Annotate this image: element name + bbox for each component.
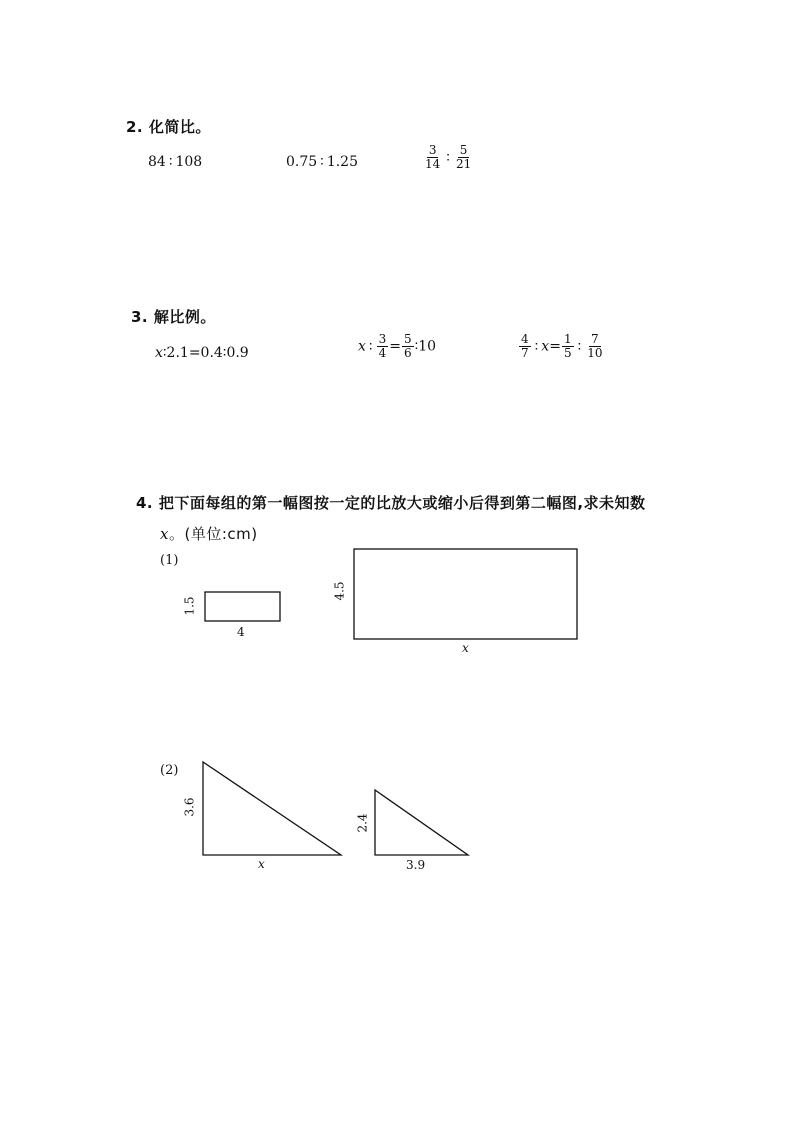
q3-item-2-var: x — [358, 338, 366, 355]
frac-denominator: 10 — [587, 346, 603, 360]
q3-item-2-tail: ∶10 — [414, 338, 437, 355]
small-rectangle — [205, 592, 280, 621]
large-rect-height-label: 4.5 — [332, 581, 347, 601]
frac-denominator: 5 — [563, 346, 572, 360]
frac-denominator: 21 — [455, 157, 472, 171]
q4-title-var: x — [160, 525, 169, 543]
triangle-2-height-label: 2.4 — [355, 813, 370, 833]
q3-item-2-sep: ∶ — [368, 338, 373, 355]
frac-numerator: 5 — [403, 332, 412, 346]
triangle-1-base-label: x — [258, 857, 265, 871]
q4-title-line1: 4. 把下面每组的第一幅图按一定的比放大或缩小后得到第二幅图,求未知数 — [136, 494, 646, 512]
q2-item-3-sep: ∶ — [446, 149, 450, 166]
frac-numerator: 3 — [428, 143, 437, 157]
q3-item-3-var: x — [541, 338, 550, 355]
large-rectangle — [354, 549, 577, 639]
frac-numerator: 3 — [378, 332, 387, 346]
frac-denominator: 6 — [403, 346, 412, 360]
frac-numerator: 5 — [459, 143, 468, 157]
small-rect-height-label: 1.5 — [182, 596, 197, 616]
frac-numerator: 1 — [563, 332, 572, 346]
q2-item-1-left: 84 — [148, 154, 166, 170]
q3-item-1-text: ∶2.1=0.4∶0.9 — [162, 345, 249, 361]
q3-item-1-var: x — [155, 345, 163, 361]
triangle-2 — [375, 790, 468, 855]
q4-title-unit: 。(单位:cm) — [168, 525, 258, 543]
q2-item-2-sep: ∶ — [320, 154, 324, 170]
frac-numerator: 4 — [521, 332, 529, 346]
q3-item-3-mid1: ∶ — [534, 338, 539, 355]
q2-item-1-right: 108 — [175, 154, 203, 170]
large-rect-width-label: x — [462, 641, 469, 655]
frac-denominator: 14 — [425, 157, 441, 171]
q3-item-3-eq: = — [549, 338, 561, 355]
q2-item-1-sep: ∶ — [168, 154, 173, 170]
q4-group2-label: (2) — [160, 763, 179, 778]
q2-item-2-left: 0.75 — [286, 154, 318, 170]
q3-item-3-mid2: ∶ — [577, 338, 582, 355]
q4-group1-label: (1) — [160, 553, 179, 568]
q3-item-2-eq: = — [389, 338, 401, 355]
small-rect-width-label: 4 — [237, 625, 245, 639]
q2-title: 2. 化简比。 — [126, 118, 211, 136]
frac-denominator: 7 — [521, 346, 529, 360]
triangle-1 — [203, 762, 341, 855]
q2-item-2-right: 1.25 — [326, 154, 358, 170]
triangle-2-base-label: 3.9 — [406, 858, 426, 872]
frac-denominator: 4 — [378, 346, 387, 360]
frac-numerator: 7 — [591, 332, 599, 346]
q3-title: 3. 解比例。 — [131, 308, 216, 326]
triangle-1-height-label: 3.6 — [182, 797, 197, 817]
